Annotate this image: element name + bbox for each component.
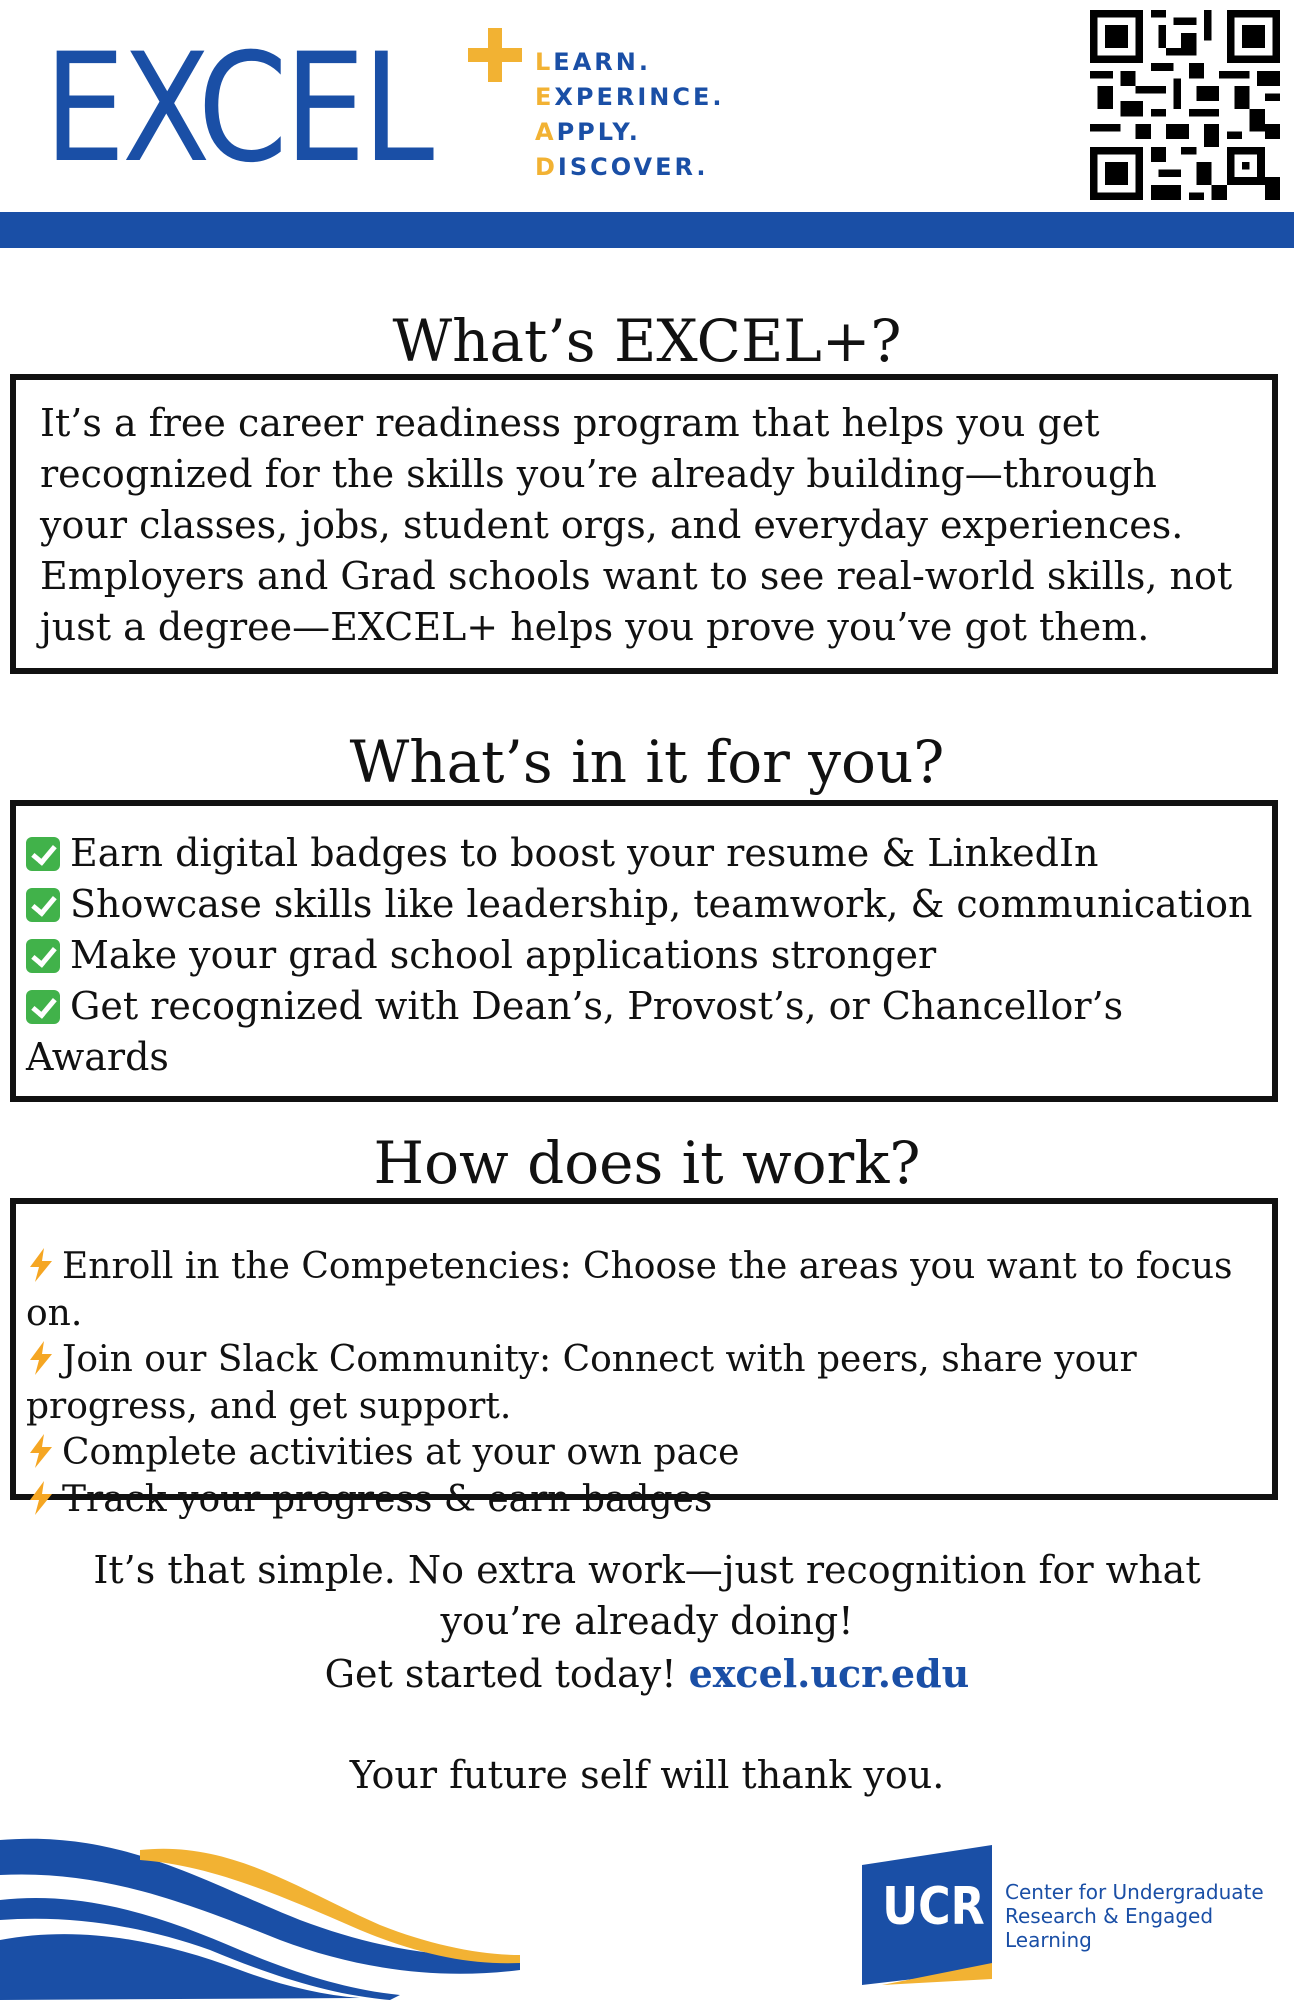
tagline-line: EXPERINCE. [535, 83, 725, 111]
section-heading-how-it-works: How does it work? [373, 1129, 921, 1197]
section-heading-whats-excel: What’s EXCEL+? [392, 307, 902, 375]
closing-tagline: Your future self will thank you. [349, 1753, 945, 1797]
ucr-logo-text: UCR [882, 1877, 985, 1937]
intro-box [10, 374, 1278, 674]
list-item: Get recognized with Dean’s, Provost’s, or Chancellor’s Awards [26, 984, 1124, 1079]
list-item: Earn digital badges to boost your resume & LinkedIn [26, 828, 1262, 879]
list-item: Enroll in the Competencies: Choose the areas you want to focus on. [26, 1246, 1233, 1334]
get-started-line: Get started today! excel.ucr.edu [324, 1651, 970, 1696]
header-divider [0, 212, 1294, 248]
center-name: Center for Undergraduate Research & Engaged Learning [1005, 1880, 1264, 1952]
lightning-icon [26, 1341, 56, 1375]
section-heading-benefits: What’s in it for you? [349, 728, 945, 796]
tagline [535, 45, 725, 185]
tagline-line: APPLY. [535, 118, 641, 146]
checkmark-icon [26, 939, 60, 973]
checkmark-icon [26, 990, 60, 1024]
decorative-swoosh [0, 1830, 520, 2000]
tagline-line: DISCOVER. [535, 153, 709, 181]
qr-code[interactable] [1090, 10, 1280, 200]
list-item: Showcase skills like leadership, teamwork, & communication [26, 879, 1262, 930]
intro-text: It’s a free career readiness program that helps you get recognized for the skills you’re already building—through your classes, jobs, student orgs, and everyday experiences. Employers and Grad schools want to see real-world skills, not just a degree—EXCEL+ helps you prove you’ve got them. [40, 401, 1233, 649]
checkmark-icon [26, 837, 60, 871]
list-item: Join our Slack Community: Connect with peers, share your progress, and get support. [26, 1339, 1137, 1427]
list-item: Make your grad school applications stronger [26, 930, 1262, 981]
excel-logo: EXCEL [44, 22, 431, 196]
checkmark-icon [26, 888, 60, 922]
list-item: Track your progress & earn badges [26, 1477, 1262, 1524]
closing-statement: It’s that simple. No extra work—just recognition for what you’re already doing! [93, 1548, 1201, 1643]
benefits-box [10, 800, 1278, 1102]
lightning-icon [26, 1248, 56, 1282]
plus-icon [468, 28, 522, 82]
list-item: Complete activities at your own pace [26, 1430, 1262, 1477]
steps-box [10, 1198, 1278, 1520]
website-link[interactable]: excel.ucr.edu [688, 1651, 970, 1696]
lightning-icon [26, 1434, 56, 1468]
tagline-line: LEARN. [535, 48, 651, 76]
lightning-icon [26, 1481, 56, 1515]
